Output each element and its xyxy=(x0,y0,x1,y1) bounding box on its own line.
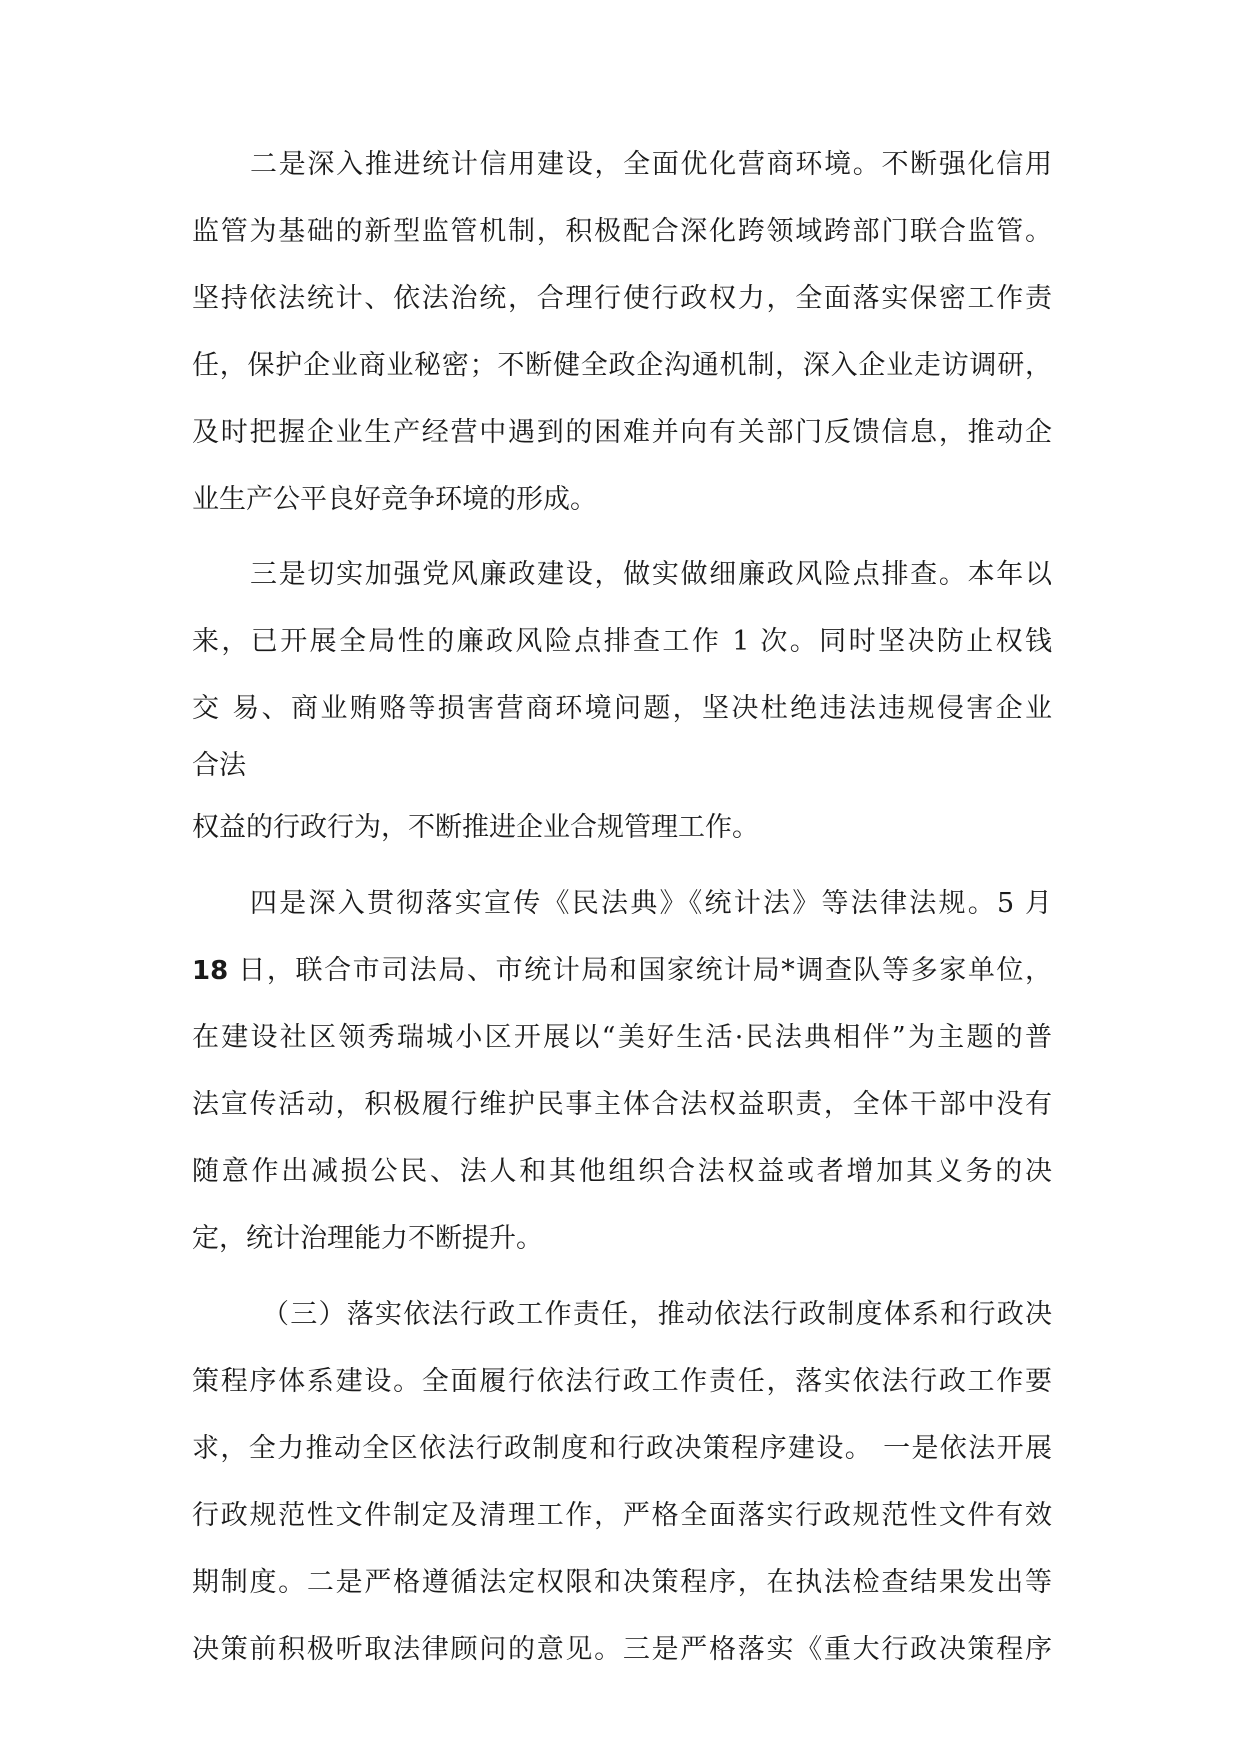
text-line: 二是深入推进统计信用建设，全面优化营商环境。不断强化信用 xyxy=(250,149,1052,180)
text-line: 业生产公平良好竞争环境的形成。 xyxy=(192,484,597,515)
text-line: 交 易、商业贿赂等损害营商环境问题，坚决杜绝违法违规侵害企业 xyxy=(192,693,1052,724)
date-number: 18 xyxy=(192,956,229,986)
text-line: 法宣传活动，积极履行维护民事主体合法权益职责，全体干部中没有 xyxy=(192,1089,1052,1120)
text-line: 合法 xyxy=(192,750,246,781)
text-line: （三）落实依法行政工作责任，推动依法行政制度体系和行政决 xyxy=(262,1299,1052,1330)
text-line: 四是深入贯彻落实宣传《民法典》《统计法》等法律法规。5 月 xyxy=(250,888,1052,919)
text-line: 定，统计治理能力不断提升。 xyxy=(192,1223,543,1254)
text-line: 监管为基础的新型监管机制，积极配合深化跨领域跨部门联合监管。 xyxy=(192,216,1052,247)
text-line: 行政规范性文件制定及清理工作，严格全面落实行政规范性文件有效 xyxy=(192,1500,1052,1531)
text-line: 随意作出减损公民、法人和其他组织合法权益或者增加其义务的决 xyxy=(192,1156,1052,1187)
text-line: 三是切实加强党风廉政建设，做实做细廉政风险点排查。本年以 xyxy=(250,559,1052,590)
text-line: 策程序体系建设。全面履行依法行政工作责任，落实依法行政工作要 xyxy=(192,1366,1052,1397)
text-line: 决策前积极听取法律顾问的意见。三是严格落实《重大行政决策程序 xyxy=(192,1634,1052,1665)
text-line: 坚持依法统计、依法治统，合理行使行政权力，全面落实保密工作责 xyxy=(192,283,1052,314)
text-line xyxy=(192,946,1052,996)
text-line: 及时把握企业生产经营中遇到的困难并向有关部门反馈信息，推动企 xyxy=(192,417,1052,448)
text-line: 任，保护企业商业秘密；不断健全政企沟通机制，深入企业走访调研， xyxy=(192,350,1052,381)
text-line: 来，已开展全局性的廉政风险点排查工作 1 次。同时坚决防止权钱 xyxy=(192,626,1052,657)
text-line: 权益的行政行为，不断推进企业合规管理工作。 xyxy=(192,812,759,843)
text-line: 求，全力推动全区依法行政制度和行政决策程序建设。 一是依法开展 xyxy=(192,1433,1052,1464)
text-line: 期制度。二是严格遵循法定权限和决策程序，在执法检查结果发出等 xyxy=(192,1567,1052,1598)
text-line: 在建设社区领秀瑞城小区开展以“美好生活·民法典相伴”为主题的普 xyxy=(192,1022,1052,1053)
text-line-rest: 日，联合市司法局、市统计局和国家统计局*调查队等多家单位， xyxy=(228,955,1052,986)
